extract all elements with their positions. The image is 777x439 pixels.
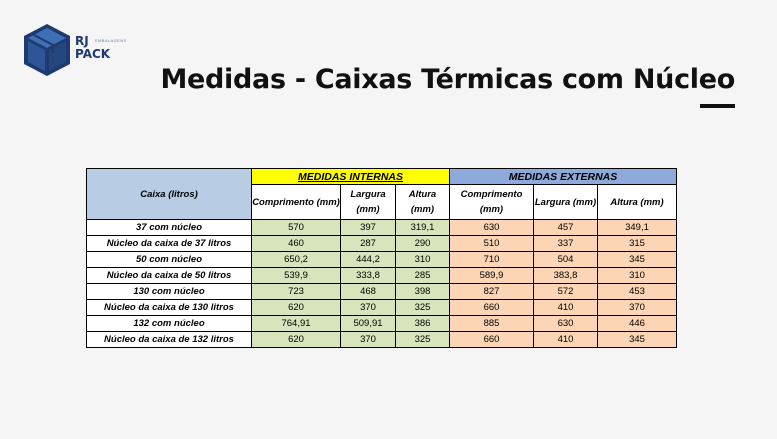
table-row [87,220,677,236]
external-value-cell: 660 [450,300,534,316]
internal-value-cell: 325 [396,332,450,348]
external-value-cell: 383,8 [534,268,598,284]
internal-value-cell: 287 [341,236,396,252]
external-column-header: Altura (mm) [598,185,677,220]
internal-value-cell: 460 [252,236,341,252]
row-label: Núcleo da caixa de 132 litros [87,332,252,348]
external-value-cell: 827 [450,284,534,300]
internal-column-header: Comprimento (mm) [252,185,341,220]
internal-value-cell: 285 [396,268,450,284]
external-value-cell: 572 [534,284,598,300]
external-value-cell: 446 [598,316,677,332]
table-row [87,300,677,316]
internal-value-cell: 509,91 [341,316,396,332]
internal-value-cell: 333,8 [341,268,396,284]
brand-line-2: PACK [75,47,111,61]
table-row [87,268,677,284]
external-value-cell: 345 [598,332,677,348]
external-value-cell: 453 [598,284,677,300]
internal-value-cell: 397 [341,220,396,236]
row-label: 37 com núcleo [87,220,252,236]
external-value-cell: 630 [534,316,598,332]
internal-value-cell: 319,1 [396,220,450,236]
internal-value-cell: 539,9 [252,268,341,284]
internal-value-cell: 468 [341,284,396,300]
table-row [87,252,677,268]
internal-value-cell: 650,2 [252,252,341,268]
measurements-table [86,168,677,348]
internal-value-cell: 444,2 [341,252,396,268]
page-title: Medidas - Caixas Térmicas com Núcleo [160,64,735,95]
table-row [87,316,677,332]
external-value-cell: 315 [598,236,677,252]
internal-value-cell: 398 [396,284,450,300]
row-label: 130 com núcleo [87,284,252,300]
external-value-cell: 410 [534,332,598,348]
external-value-cell: 410 [534,300,598,316]
internal-value-cell: 620 [252,300,341,316]
external-value-cell: 349,1 [598,220,677,236]
title-underline [700,104,735,108]
external-value-cell: 310 [598,268,677,284]
internal-measures-header: MEDIDAS INTERNAS [252,169,450,185]
external-value-cell: 630 [450,220,534,236]
internal-value-cell: 290 [396,236,450,252]
internal-value-cell: 723 [252,284,341,300]
external-measures-header: MEDIDAS EXTERNAS [450,169,677,185]
external-value-cell: 510 [450,236,534,252]
row-label: 132 com núcleo [87,316,252,332]
external-value-cell: 345 [598,252,677,268]
internal-value-cell: 764,91 [252,316,341,332]
brand-line-1: RJ [75,34,89,48]
internal-value-cell: 570 [252,220,341,236]
row-label: 50 com núcleo [87,252,252,268]
external-value-cell: 710 [450,252,534,268]
external-value-cell: 589,9 [450,268,534,284]
table-row [87,236,677,252]
external-value-cell: 885 [450,316,534,332]
internal-value-cell: 386 [396,316,450,332]
table-row [87,284,677,300]
brand-tagline: EMBALAGENS [95,38,127,43]
external-value-cell: 370 [598,300,677,316]
row-label: Núcleo da caixa de 130 litros [87,300,252,316]
external-value-cell: 504 [534,252,598,268]
table-row [87,332,677,348]
internal-column-header: Altura (mm) [396,185,450,220]
row-label: Núcleo da caixa de 37 litros [87,236,252,252]
internal-value-cell: 325 [396,300,450,316]
external-column-header: Comprimento (mm) [450,185,534,220]
box-cube-icon [22,22,72,76]
caixa-header: Caixa (litros) [87,169,252,220]
internal-value-cell: 370 [341,332,396,348]
internal-column-header: Largura (mm) [341,185,396,220]
external-value-cell: 337 [534,236,598,252]
internal-value-cell: 370 [341,300,396,316]
external-value-cell: 660 [450,332,534,348]
internal-value-cell: 310 [396,252,450,268]
external-column-header: Largura (mm) [534,185,598,220]
internal-value-cell: 620 [252,332,341,348]
row-label: Núcleo da caixa de 50 litros [87,268,252,284]
external-value-cell: 457 [534,220,598,236]
logo [22,22,132,76]
